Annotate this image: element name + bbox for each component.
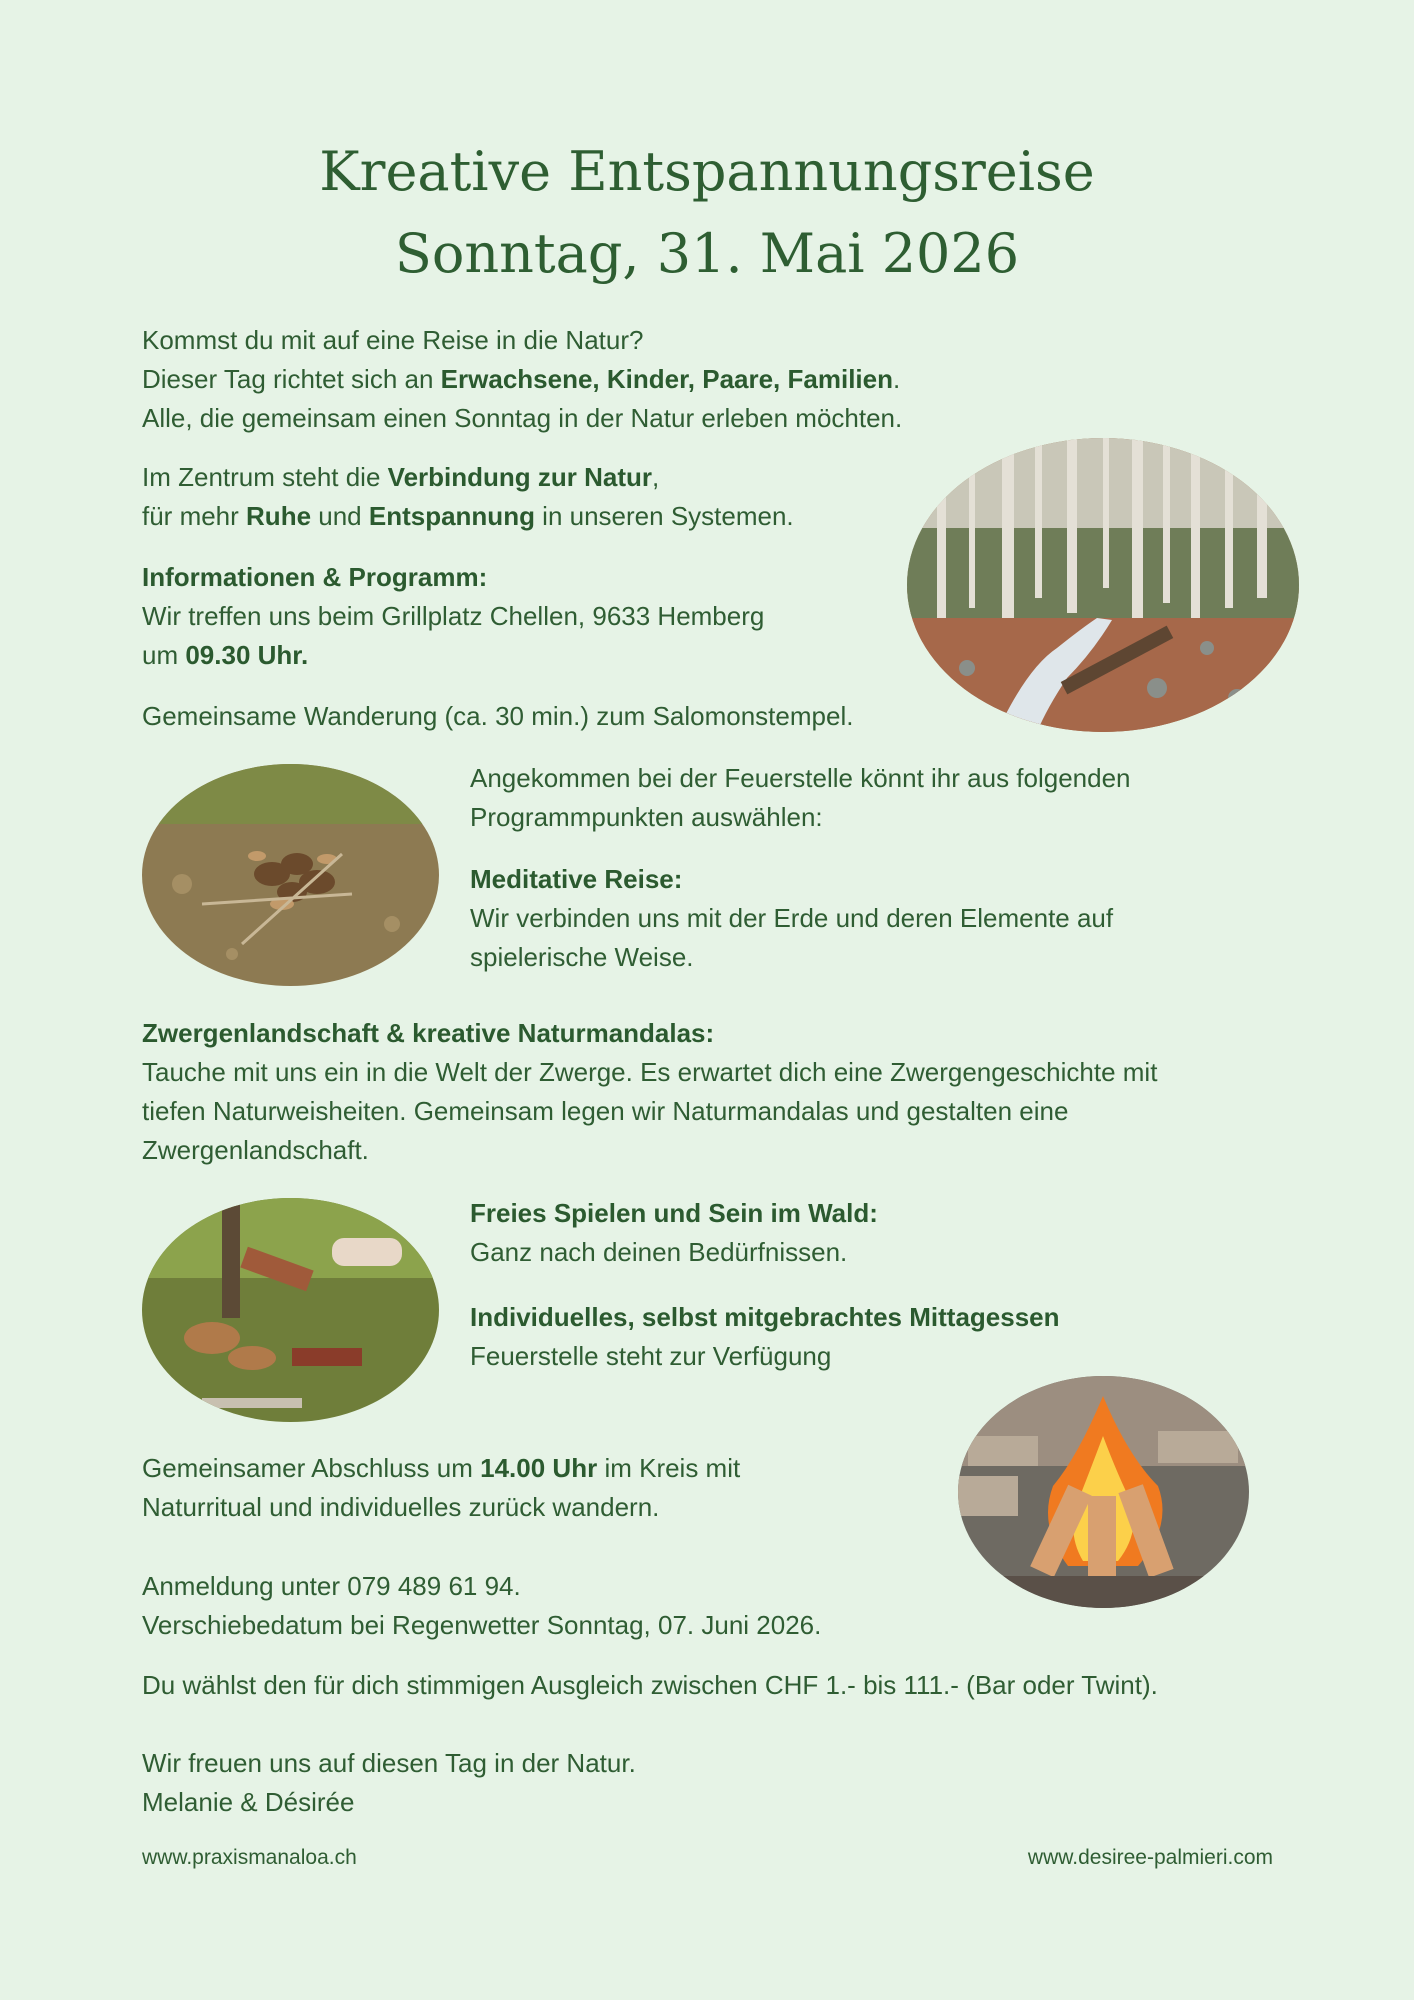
info-line-2: [142, 636, 764, 675]
meditative-heading: Meditative Reise:: [470, 864, 683, 894]
center-line-2-end: in unseren Systemen.: [534, 501, 794, 531]
dwarf-heading: Zwergenlandschaft & kreative Naturmandalas:: [142, 1018, 715, 1048]
signoff-section: [142, 1744, 636, 1822]
intro-line-2-text: Dieser Tag richtet sich an: [142, 364, 441, 394]
info-section: [142, 558, 764, 675]
signoff-names: Melanie & Désirée: [142, 1787, 355, 1817]
intro-line-1: Kommst du mit auf eine Reise in die Natur?: [142, 325, 644, 355]
dwarf-line-3: Zwergenlandschaft.: [142, 1135, 369, 1165]
calm-highlight: Ruhe: [246, 501, 312, 531]
freeplay-section: [470, 1194, 878, 1272]
center-section: [142, 458, 794, 536]
intro-line-3: Alle, die gemeinsam einen Sonntag in der Natur erleben möchten.: [142, 403, 903, 433]
start-time: 09.30 Uhr.: [185, 640, 309, 670]
dwarf-section: [142, 1014, 1157, 1170]
dwarf-line-2: tiefen Naturweisheiten. Gemeinsam legen wir Naturmandalas und gestalten eine: [142, 1096, 1069, 1126]
center-line-2-text: für mehr: [142, 501, 247, 531]
arrival-section: [470, 759, 1131, 837]
intro-line-2-end: .: [892, 364, 901, 394]
center-line-2: [142, 497, 794, 536]
forest-stream-photo: [907, 438, 1299, 732]
freeplay-line-1: Ganz nach deinen Bedürfnissen.: [470, 1237, 848, 1267]
price-text: Du wählst den für dich stimmigen Ausgleich zwischen CHF 1.- bis 111.- (Bar oder Twint).: [142, 1670, 1158, 1700]
end-time: 14.00 Uhr: [480, 1453, 598, 1483]
center-line-1-text: Im Zentrum steht die: [142, 462, 388, 492]
event-date: Sonntag, 31. Mai 2026: [394, 222, 1020, 285]
center-line-1-end: ,: [652, 462, 660, 492]
arrival-line-1: Angekommen bei der Feuerstelle könnt ihr aus folgenden: [470, 763, 1131, 793]
center-line-1: [142, 458, 794, 497]
center-line-2-mid: und: [311, 501, 369, 531]
footer-link-desiree[interactable]: www.desiree-palmieri.com: [1027, 1846, 1273, 1869]
freeplay-heading: Freies Spielen und Sein im Wald:: [470, 1198, 878, 1228]
intro-section: [142, 321, 902, 438]
footer-link-praxis[interactable]: www.praxismanaloa.ch: [142, 1846, 357, 1869]
arrival-line-2: Programmpunkten auswählen:: [470, 802, 823, 832]
dwarf-line-1: Tauche mit uns ein in die Welt der Zwerge. Es erwartet dich eine Zwergengeschichte mit: [142, 1057, 1158, 1087]
intro-line-2: [142, 360, 902, 399]
registration-section: [142, 1567, 821, 1645]
closing-line-1-end: im Kreis mit: [597, 1453, 741, 1483]
nature-mandala-photo: [142, 764, 439, 986]
meditative-line-1: Wir verbinden uns mit der Erde und deren Elemente auf: [470, 903, 1114, 933]
signoff-line-1: Wir freuen uns auf diesen Tag in der Natur.: [142, 1748, 636, 1778]
registration-line-2: Verschiebedatum bei Regenwetter Sonntag, 07. Juni 2026.: [142, 1610, 822, 1640]
info-line-1: Wir treffen uns beim Grillplatz Chellen, 9633 Hemberg: [142, 601, 765, 631]
campfire-photo: [958, 1376, 1249, 1608]
closing-line-1: [142, 1449, 740, 1488]
closing-line-2: Naturritual und individuelles zurück wandern.: [142, 1492, 660, 1522]
forest-play-photo: [142, 1198, 439, 1422]
lunch-line-1: Feuerstelle steht zur Verfügung: [470, 1341, 832, 1371]
lunch-heading: Individuelles, selbst mitgebrachtes Mittagessen: [470, 1302, 1060, 1332]
closing-line-1-text: Gemeinsamer Abschluss um: [142, 1453, 481, 1483]
meditative-line-2: spielerische Weise.: [470, 942, 694, 972]
relaxation-highlight: Entspannung: [368, 501, 535, 531]
audience-highlight: Erwachsene, Kinder, Paare, Familien: [440, 364, 893, 394]
nature-connection-highlight: Verbindung zur Natur: [387, 462, 652, 492]
lunch-section: [470, 1298, 1060, 1376]
info-line-2-text: um: [142, 640, 186, 670]
closing-section: [142, 1449, 740, 1527]
hike-text: Gemeinsame Wanderung (ca. 30 min.) zum Salomonstempel.: [142, 701, 854, 731]
registration-line-1: Anmeldung unter 079 489 61 94.: [142, 1571, 521, 1601]
meditative-section: [470, 860, 1113, 977]
page-title: Kreative Entspannungsreise: [319, 140, 1095, 203]
info-heading: Informationen & Programm:: [142, 562, 488, 592]
